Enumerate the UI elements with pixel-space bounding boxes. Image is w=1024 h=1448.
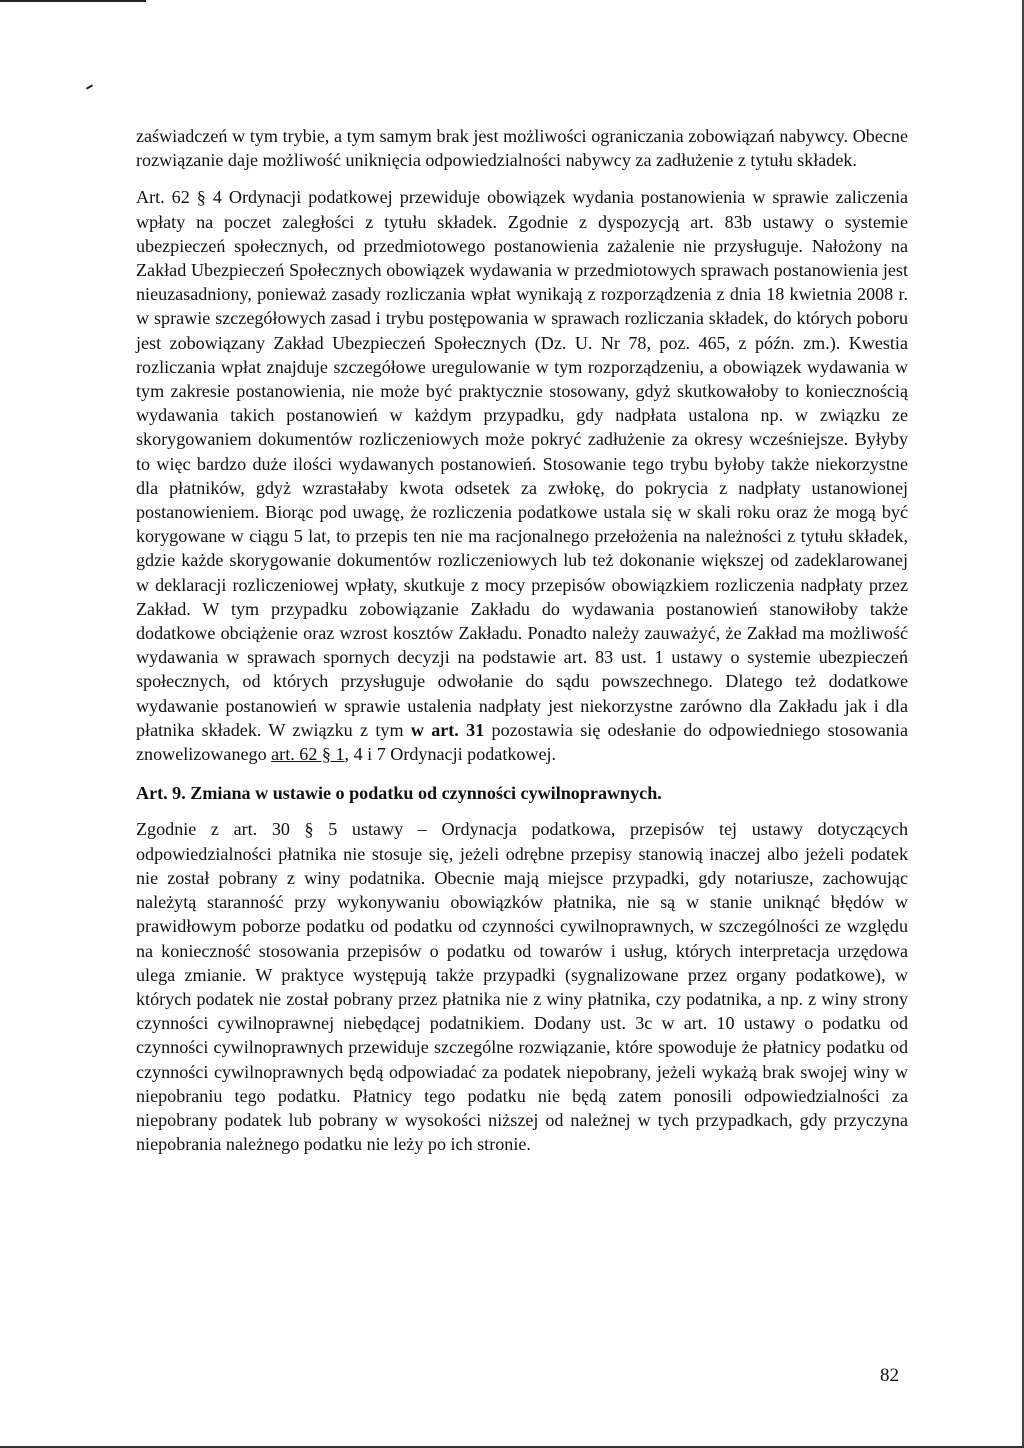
paragraph-2-tail: , 4 i 7 Ordynacji podatkowej. (344, 744, 557, 765)
document-body (136, 124, 908, 1156)
paragraph-2 (136, 185, 908, 766)
article-reference-bold: w art. 31 (410, 719, 485, 740)
paragraph-1: zaświadczeń w tym trybie, a tym samym brak jest możliwości ograniczania zobowiązań nabywcy. Obecne rozwiązanie daje możliwość uniknięcia odpowiedzialności nabywcy za zadłużenie z tytułu składek. (136, 126, 908, 171)
section-heading-text: Zmiana w ustawie o podatku od czynności cywilnoprawnych. (185, 783, 662, 804)
section-heading (136, 781, 908, 805)
page-number: 82 (880, 1365, 899, 1386)
paragraph-2-text: Art. 62 § 4 Ordynacji podatkowej przewiduje obowiązek wydania postanowienia w sprawie zaliczenia wpłaty na poczet zaległości z tytułu składek. Zgodnie z dyspozycją art. 83b ustawy o systemie ubezpieczeń społecznych, od przedmiotowego postanowienia zażalenie nie przysługuje. Nałożony na Zakład Ubezpieczeń Społecznych obowiązek wydawania w przedmiotowych sprawach postanowienia jest nieuzasadniony, ponieważ zasady rozliczania wpłat wynikają z rozporządzenia z dnia 18 kwietnia 2008 r. w sprawie szczegółowych zasad i trybu postępowania w sprawach rozliczania składek, do których poboru jest zobowiązany Zakład Ubezpieczeń Społecznych (Dz. U. Nr 78, poz. 465, z późn. zm.). Kwestia rozliczania wpłat znajduje szczegółowe uregulowanie w tym rozporządzeniu, a obowiązek wydawania w tym zakresie postanowienia, nie może być praktycznie stosowany, gdyż skutkowałoby to koniecznością wydawania takich postanowień w każdym przypadku, gdy nadpłata ustalona np. w związku ze skorygowaniem dokumentów rozliczeniowych może pokryć zadłużenie za okresy wcześniejsze. Byłyby to więc bardzo duże ilości wydawanych postanowień. Stosowanie tego trybu byłoby także niekorzystne dla płatników, gdyż wzrastałaby kwota odsetek za zwłokę, do pokrycia z nadpłaty ustanowionej postanowieniem. Biorąc pod uwagę, że rozliczenia podatkowe ustala się w skali roku oraz że mogą być korygowane w ciągu 5 lat, to przepis ten nie ma racjonalnego przełożenia na należności z tytułu składek, gdzie każde skorygowanie dokumentów rozliczeniowych lub też dokonanie większej od zadeklarowanej w deklaracji rozliczeniowej wpłaty, skutkuje z mocy przepisów obowiązkiem rozliczenia nadpłaty przez Zakład. W tym przypadku zobowiązanie Zakładu do wydawania postanowień stanowiłoby także dodatkowe obciążenie oraz wzrost kosztów Zakładu. Ponadto należy zauważyć, że Zakład ma możliwość wydawania w sprawach spornych decyzji na podstawie art. 83 ust. 1 ustawy o systemie ubezpieczeń społecznych, od których przysługuje odwołanie do sądu powszechnego. Dlatego też dodatkowe wydawanie postanowień w sprawie ustalenia nadpłaty jest niekorzystne zarówno dla Zakładu jak i dla płatnika składek. W związku z tym (136, 187, 908, 740)
paragraph-3: Zgodnie z art. 30 § 5 ustawy – Ordynacja podatkowa, przepisów tej ustawy dotyczących odpowiedzialności płatnika nie stosuje się, jeżeli odrębne przepisy stanowią inaczej albo jeżeli podatek nie został pobrany z winy podatnika. Obecnie mają miejsce przypadki, gdy notariusze, zachowując należytą staranność przy wykonywaniu obowiązków płatnika, nie są w stanie uniknąć błędów w prawidłowym poborze podatku od podatku od czynności cywilnoprawnych, w szczególności ze względu na konieczność stosowania przepisów o podatku od towarów i usług, których interpretacja urzędowa ulega zmianie. W praktyce występują także przypadki (sygnalizowane przez organy podatkowe), w których podatek nie został pobrany przez płatnika nie z winy płatnika, czy podatnika, a np. z winy strony czynności cywilnoprawnej niebędącej podatnikiem. Dodany ust. 3c w art. 10 ustawy o podatku od czynności cywilnoprawnych przewiduje szczególne rozwiązanie, które spowoduje że płatnicy podatku od czynności cywilnoprawnych będą odpowiadać za podatek niepobrany, jeżeli wykażą brak swojej winy w niepobraniu tego podatku. Płatnicy tego podatku nie będą zatem ponosili odpowiedzialności za niepobrany podatek lub pobrany w wysokości niższej od należnej w tych przypadkach, gdy przyczyna niepobrania należnego podatku nie leży po ich stronie. (136, 819, 908, 1155)
paragraph-2-middle: pozostawia się odesłanie do odpowiedniego stosowania znowelizowanego (136, 719, 908, 765)
scan-speck (86, 84, 93, 89)
article-reference-link[interactable]: art. 62 § 1 (271, 744, 345, 765)
scan-edge-top (0, 0, 146, 2)
section-heading-number: Art. 9. (136, 783, 186, 804)
